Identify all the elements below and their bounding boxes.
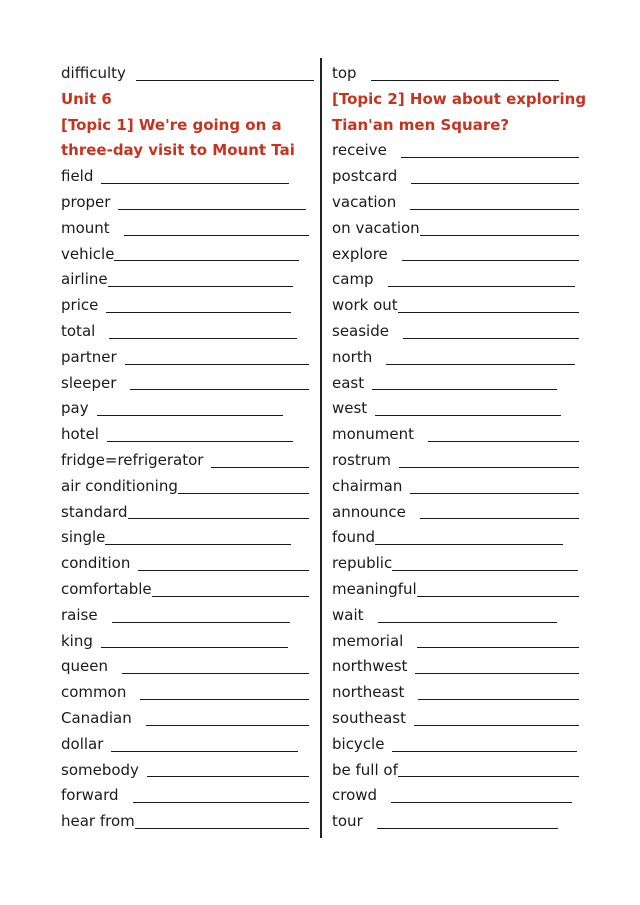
vocab-word: seaside bbox=[332, 321, 389, 340]
answer-blank[interactable] bbox=[375, 544, 563, 545]
vocab-word: monument bbox=[332, 425, 415, 444]
vocab-word: southeast bbox=[332, 708, 407, 727]
answer-blank[interactable] bbox=[372, 389, 557, 390]
vocab-word: tour bbox=[332, 812, 363, 831]
vocab-word: airline bbox=[61, 270, 108, 289]
vocab-row bbox=[61, 551, 311, 577]
vocab-row bbox=[61, 293, 311, 319]
vocab-row bbox=[332, 629, 582, 655]
vocab-row bbox=[332, 319, 582, 345]
vocab-word: vehicle bbox=[61, 244, 115, 263]
vocab-row bbox=[61, 680, 311, 706]
answer-blank[interactable] bbox=[375, 415, 561, 416]
answer-blank[interactable] bbox=[138, 570, 309, 571]
answer-blank[interactable] bbox=[112, 622, 290, 623]
vocab-word: forward bbox=[61, 786, 119, 805]
vocab-word: air conditioning bbox=[61, 476, 178, 495]
vocab-row bbox=[61, 396, 311, 422]
vocab-row bbox=[61, 345, 311, 371]
answer-blank[interactable] bbox=[101, 647, 288, 648]
answer-blank[interactable] bbox=[392, 751, 577, 752]
vocab-word: field bbox=[61, 167, 94, 186]
vocab-word: raise bbox=[61, 605, 98, 624]
vocab-row bbox=[61, 242, 311, 268]
answer-blank[interactable] bbox=[211, 467, 309, 468]
answer-blank[interactable] bbox=[109, 338, 297, 339]
vocab-row bbox=[332, 732, 582, 758]
vocab-row bbox=[332, 525, 582, 551]
vocab-row bbox=[332, 706, 582, 732]
answer-blank[interactable] bbox=[402, 260, 579, 261]
vocab-row bbox=[61, 474, 311, 500]
vocab-word: memorial bbox=[332, 631, 404, 650]
answer-blank[interactable] bbox=[398, 312, 579, 313]
vocab-word: difficulty bbox=[61, 64, 126, 82]
vocab-word: rostrum bbox=[332, 450, 391, 469]
answer-blank[interactable] bbox=[111, 751, 298, 752]
vocab-word: pay bbox=[61, 399, 89, 418]
answer-blank[interactable] bbox=[122, 673, 309, 674]
vocab-row bbox=[61, 61, 311, 87]
vocab-word: condition bbox=[61, 554, 131, 573]
answer-blank[interactable] bbox=[105, 544, 291, 545]
vocab-word: west bbox=[332, 399, 368, 418]
vocab-row bbox=[332, 138, 582, 164]
vocab-word: sleeper bbox=[61, 373, 117, 392]
vocab-word: vacation bbox=[332, 192, 397, 211]
vocab-row bbox=[61, 577, 311, 603]
vocab-word: somebody bbox=[61, 760, 139, 779]
vocab-row bbox=[61, 629, 311, 655]
answer-blank[interactable] bbox=[415, 673, 579, 674]
answer-blank[interactable] bbox=[130, 389, 309, 390]
vocab-word: northwest bbox=[332, 657, 408, 676]
vocab-word: single bbox=[61, 528, 106, 547]
vocab-row bbox=[332, 242, 582, 268]
vocab-word: total bbox=[61, 321, 96, 340]
vocab-row bbox=[332, 61, 582, 87]
vocab-word: camp bbox=[332, 270, 374, 289]
answer-blank[interactable] bbox=[398, 776, 579, 777]
right-word-list bbox=[332, 138, 582, 835]
answer-blank[interactable] bbox=[133, 802, 309, 803]
answer-blank[interactable] bbox=[378, 622, 557, 623]
column-divider bbox=[320, 58, 322, 838]
vocab-row bbox=[61, 603, 311, 629]
vocab-row bbox=[61, 732, 311, 758]
answer-blank[interactable] bbox=[152, 596, 309, 597]
vocab-row bbox=[332, 267, 582, 293]
vocab-row bbox=[332, 448, 582, 474]
vocab-word: fridge=refrigerator bbox=[61, 450, 204, 469]
vocab-row bbox=[332, 783, 582, 809]
answer-blank[interactable] bbox=[97, 415, 283, 416]
answer-blank[interactable] bbox=[417, 596, 579, 597]
vocab-row bbox=[332, 474, 582, 500]
vocab-word: partner bbox=[61, 347, 117, 366]
vocab-row bbox=[332, 758, 582, 784]
vocab-word: east bbox=[332, 373, 365, 392]
answer-blank[interactable] bbox=[386, 364, 575, 365]
vocab-word: common bbox=[61, 683, 127, 702]
vocab-row bbox=[332, 680, 582, 706]
answer-blank[interactable] bbox=[392, 570, 578, 571]
answer-blank[interactable] bbox=[146, 725, 309, 726]
vocab-row bbox=[61, 654, 311, 680]
vocab-row bbox=[61, 371, 311, 397]
answer-blank[interactable] bbox=[418, 699, 579, 700]
vocab-row bbox=[332, 371, 582, 397]
answer-blank[interactable] bbox=[107, 441, 293, 442]
topic-title-line2: three-day visit to Mount Tai bbox=[61, 141, 295, 160]
answer-blank[interactable] bbox=[388, 286, 575, 287]
answer-blank[interactable] bbox=[136, 80, 314, 81]
vocab-row bbox=[332, 293, 582, 319]
answer-blank[interactable] bbox=[106, 312, 291, 313]
topic-title-line2: Tian'an men Square? bbox=[332, 115, 510, 134]
answer-blank[interactable] bbox=[417, 647, 579, 648]
vocab-row bbox=[61, 422, 311, 448]
vocab-word: postcard bbox=[332, 167, 398, 186]
vocab-row bbox=[61, 525, 311, 551]
answer-blank[interactable] bbox=[420, 235, 579, 236]
vocab-word: hotel bbox=[61, 425, 99, 444]
topic-title-line1: [Topic 2] How about exploring bbox=[332, 89, 587, 108]
answer-blank[interactable] bbox=[411, 183, 579, 184]
vocab-word: be full of bbox=[332, 760, 398, 779]
vocab-word: crowd bbox=[332, 786, 378, 805]
topic-title-line1: [Topic 1] We're going on a bbox=[61, 115, 282, 134]
vocab-word: price bbox=[61, 296, 99, 315]
vocab-row bbox=[332, 551, 582, 577]
answer-blank[interactable] bbox=[410, 493, 579, 494]
vocab-row bbox=[61, 809, 311, 835]
vocab-word: king bbox=[61, 631, 93, 650]
vocab-word: bicycle bbox=[332, 734, 385, 753]
answer-blank[interactable] bbox=[403, 338, 579, 339]
vocab-row bbox=[61, 190, 311, 216]
vocab-word: comfortable bbox=[61, 579, 152, 598]
answer-blank[interactable] bbox=[377, 828, 558, 829]
vocab-word: announce bbox=[332, 502, 406, 521]
vocab-word: explore bbox=[332, 244, 388, 263]
vocab-word: meaningful bbox=[332, 579, 417, 598]
vocab-row bbox=[332, 809, 582, 835]
vocab-row bbox=[61, 164, 311, 190]
vocab-word: on vacation bbox=[332, 218, 420, 237]
vocab-word: queen bbox=[61, 657, 108, 676]
answer-blank[interactable] bbox=[420, 518, 579, 519]
answer-blank[interactable] bbox=[391, 802, 572, 803]
answer-blank[interactable] bbox=[147, 776, 309, 777]
vocab-word: chairman bbox=[332, 476, 403, 495]
answer-blank[interactable] bbox=[414, 725, 579, 726]
vocab-row bbox=[332, 164, 582, 190]
answer-blank[interactable] bbox=[178, 493, 309, 494]
vocab-word: mount bbox=[61, 218, 110, 237]
answer-blank[interactable] bbox=[140, 699, 309, 700]
vocab-row bbox=[332, 654, 582, 680]
answer-blank[interactable] bbox=[125, 364, 309, 365]
answer-blank[interactable] bbox=[371, 80, 559, 81]
vocab-row bbox=[61, 706, 311, 732]
unit-title: Unit 6 bbox=[61, 89, 112, 108]
vocab-row bbox=[61, 758, 311, 784]
vocab-word: republic bbox=[332, 554, 393, 573]
vocab-row bbox=[332, 500, 582, 526]
vocab-word: found bbox=[332, 528, 375, 547]
vocab-word: proper bbox=[61, 192, 111, 211]
vocab-word: receive bbox=[332, 141, 387, 160]
vocab-row bbox=[61, 216, 311, 242]
vocab-row bbox=[332, 603, 582, 629]
vocab-row bbox=[61, 267, 311, 293]
answer-blank[interactable] bbox=[128, 518, 309, 519]
left-column bbox=[61, 61, 311, 835]
vocab-row bbox=[332, 396, 582, 422]
vocab-word: top bbox=[332, 64, 357, 82]
vocab-row bbox=[332, 577, 582, 603]
vocab-row bbox=[332, 345, 582, 371]
answer-blank[interactable] bbox=[399, 467, 579, 468]
vocab-row bbox=[332, 422, 582, 448]
vocab-row bbox=[332, 216, 582, 242]
left-word-list bbox=[61, 164, 311, 835]
vocab-word: work out bbox=[332, 296, 398, 315]
vocab-word: north bbox=[332, 347, 373, 366]
vocab-row bbox=[61, 500, 311, 526]
answer-blank[interactable] bbox=[135, 828, 309, 829]
vocab-row bbox=[61, 448, 311, 474]
vocab-word: wait bbox=[332, 605, 364, 624]
vocab-word: northeast bbox=[332, 683, 405, 702]
vocab-word: Canadian bbox=[61, 708, 132, 727]
answer-blank[interactable] bbox=[124, 235, 309, 236]
answer-blank[interactable] bbox=[108, 286, 293, 287]
vocab-row bbox=[61, 319, 311, 345]
vocab-row bbox=[332, 190, 582, 216]
vocab-word: dollar bbox=[61, 734, 104, 753]
answer-blank[interactable] bbox=[114, 260, 299, 261]
answer-blank[interactable] bbox=[428, 441, 579, 442]
right-column bbox=[332, 61, 587, 835]
vocab-word: hear from bbox=[61, 812, 135, 831]
answer-blank[interactable] bbox=[118, 209, 306, 210]
answer-blank[interactable] bbox=[401, 157, 579, 158]
vocab-row bbox=[61, 783, 311, 809]
answer-blank[interactable] bbox=[410, 209, 579, 210]
vocab-word: standard bbox=[61, 502, 128, 521]
answer-blank[interactable] bbox=[101, 183, 289, 184]
